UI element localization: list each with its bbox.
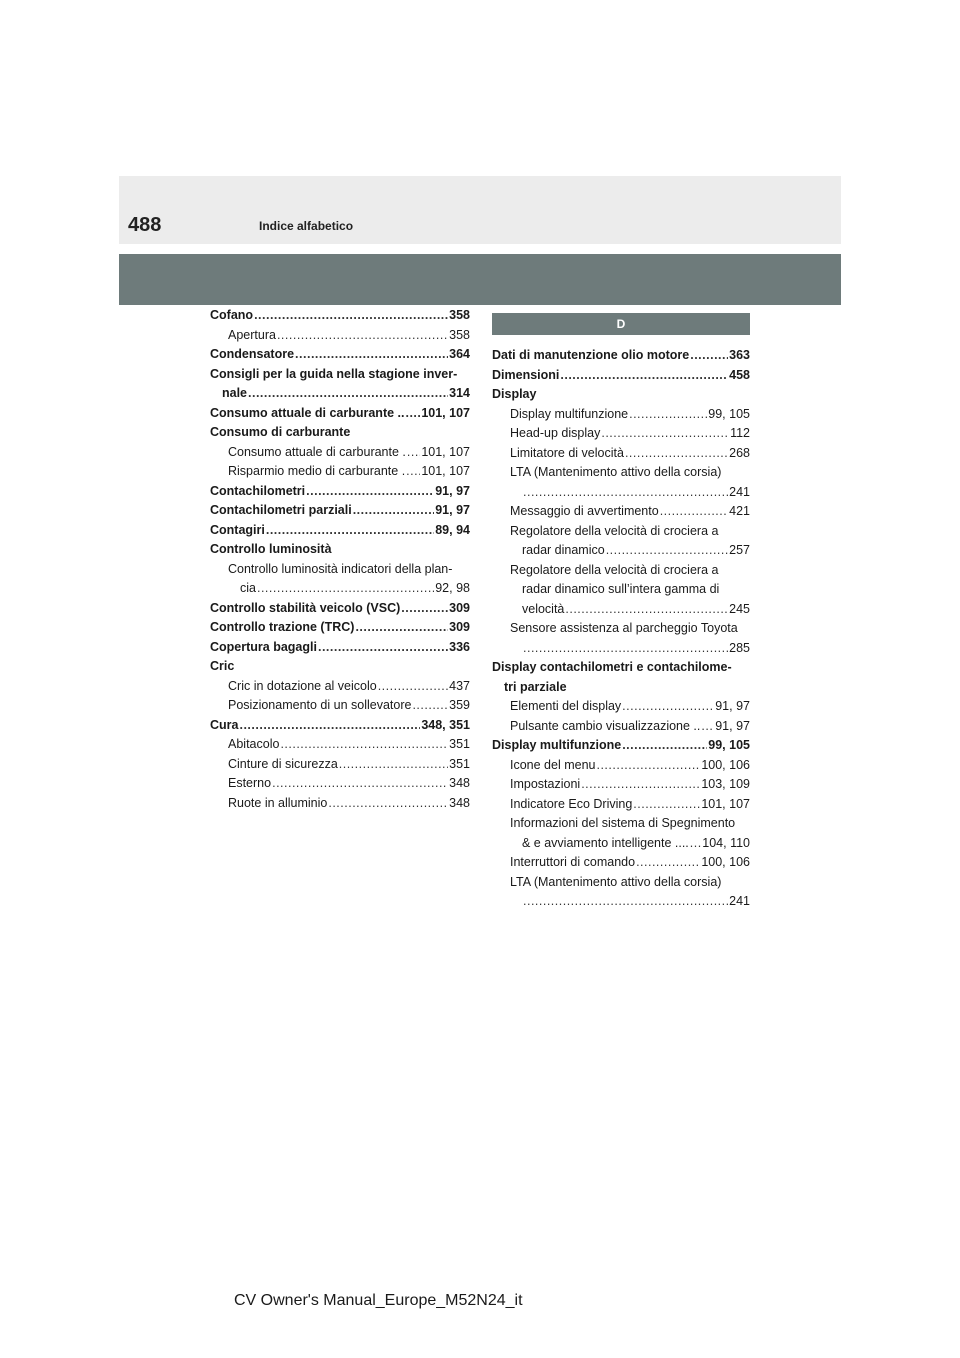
- index-entry: [210, 404, 470, 424]
- index-entry: [492, 522, 750, 542]
- index-entry-page: 285: [729, 640, 750, 655]
- index-entry-page: 91, 97: [435, 503, 470, 517]
- index-entry-term: Posizionamento di un sollevatore: [228, 698, 412, 712]
- dot-leader: [629, 405, 707, 425]
- index-entry: [492, 580, 750, 600]
- dot-leader: [622, 697, 714, 717]
- index-entry-page: 104, 110: [702, 835, 750, 850]
- index-entry-term: Controllo trazione (TRC): [210, 620, 355, 634]
- index-entry-term: Indicatore Eco Driving: [510, 796, 633, 811]
- index-entry-term: Limitatore di velocità: [510, 445, 624, 460]
- index-entry-page: 351: [449, 737, 470, 751]
- index-entry: [210, 716, 470, 736]
- index-entry: [492, 483, 750, 503]
- index-entry-page: 268: [729, 445, 750, 460]
- index-entry-page: 99, 105: [708, 406, 750, 421]
- dot-leader: [523, 639, 728, 659]
- index-entry-term: LTA (Mantenimento attivo della corsia): [510, 874, 722, 889]
- index-entry-term: Display: [492, 387, 537, 401]
- index-entry-term: cia: [240, 581, 256, 595]
- index-entry-page: 358: [449, 327, 470, 342]
- index-entry-page: 101, 107: [421, 444, 470, 459]
- index-entry-page: 245: [729, 601, 750, 616]
- header-band: [119, 254, 841, 305]
- index-entry-term: Cofano: [210, 308, 254, 322]
- index-entry-page: 91, 97: [715, 718, 750, 733]
- index-entry: [492, 756, 750, 776]
- index-entry: [492, 541, 750, 561]
- index-entry-term: Risparmio medio di carburante .: [228, 464, 406, 478]
- dot-leader: [306, 482, 434, 502]
- index-entry-term: Pulsante cambio visualizzazione ..: [510, 718, 701, 733]
- index-entry-page: 241: [729, 484, 750, 499]
- index-entry: [210, 696, 470, 716]
- index-entry: [210, 579, 470, 599]
- index-entry-term: Informazioni del sistema di Spegnimento: [510, 816, 736, 830]
- index-entry: [210, 462, 470, 482]
- index-entries-right: [492, 346, 750, 912]
- index-entry: [210, 345, 470, 365]
- dot-leader: [401, 599, 448, 619]
- dot-leader: [339, 755, 448, 775]
- index-entry: [492, 678, 750, 698]
- index-entry: [210, 365, 470, 385]
- dot-leader: [581, 775, 700, 795]
- index-entry-term: Cric in dotazione al veicolo: [228, 678, 377, 693]
- dot-leader: [660, 502, 728, 522]
- index-entry-term: Display contachilometri e contachilome-: [492, 660, 732, 674]
- index-entry: [210, 794, 470, 814]
- index-entry-term: Impostazioni: [510, 777, 581, 791]
- index-entry-term: radar dinamico sull’intera gamma di: [522, 582, 720, 596]
- index-entry-page: 257: [729, 543, 750, 557]
- index-entry-page: 241: [729, 894, 750, 908]
- index-entry: [210, 443, 470, 463]
- index-entry: [492, 814, 750, 834]
- dot-leader: [254, 306, 448, 326]
- dot-leader: [257, 579, 434, 599]
- index-entry-page: 99, 105: [708, 738, 750, 752]
- index-entry: [492, 775, 750, 795]
- index-entry-term: Icone del menu: [510, 757, 596, 772]
- index-entry-term: Contagiri: [210, 522, 265, 537]
- index-entry-term: tri parziale: [504, 679, 567, 694]
- index-entry-page: 101, 107: [421, 405, 470, 420]
- index-entry: [210, 657, 470, 677]
- index-entry-term: Condensatore: [210, 347, 295, 361]
- index-entry-term: radar dinamico: [522, 543, 605, 557]
- dot-leader: [355, 618, 448, 638]
- index-entry-term: Cura: [210, 717, 239, 732]
- index-entry: [492, 873, 750, 893]
- index-entry-term: Controllo luminosità: [210, 542, 332, 556]
- index-entry: [210, 521, 470, 541]
- index-entry-term: Esterno: [228, 776, 272, 790]
- header-top-bar: [119, 176, 841, 244]
- index-entry-page: 309: [449, 620, 470, 634]
- index-entry: [492, 619, 750, 639]
- index-entry-page: 351: [449, 756, 470, 771]
- index-entry-page: 348: [449, 795, 470, 810]
- index-entry: [492, 385, 750, 405]
- dot-leader: [701, 717, 714, 737]
- dot-leader: [636, 853, 700, 873]
- dot-leader: [353, 501, 435, 521]
- index-entry-page: 437: [449, 678, 470, 693]
- index-entry: [210, 326, 470, 346]
- index-entry: [492, 834, 750, 854]
- dot-leader: [406, 462, 420, 482]
- index-entry: [210, 540, 470, 560]
- dot-leader: [405, 404, 420, 424]
- index-entry: [492, 444, 750, 464]
- index-entry: [492, 405, 750, 425]
- index-entry-page: 314: [449, 386, 470, 400]
- index-entry-page: 92, 98: [435, 581, 470, 595]
- dot-leader: [248, 384, 448, 404]
- letter-heading-d: D: [492, 313, 750, 335]
- footer-text: CV Owner's Manual_Europe_M52N24_it: [234, 1292, 523, 1309]
- index-entry-term: Contachilometri parziali: [210, 503, 352, 517]
- index-entry: [492, 717, 750, 737]
- index-column-left: [210, 306, 470, 813]
- index-entry-term: Consumo attuale di carburante ..: [210, 405, 405, 420]
- dot-leader: [606, 541, 728, 561]
- index-entry-term: Messaggio di avvertimento: [510, 504, 659, 518]
- index-entry: [492, 697, 750, 717]
- index-entry-term: Apertura: [228, 327, 276, 342]
- dot-leader: [295, 345, 448, 365]
- index-entry-term: Controllo luminosità indicatori della plan-: [228, 561, 453, 576]
- dot-leader: [690, 834, 702, 854]
- dot-leader: [272, 774, 448, 794]
- index-entry-term: Cric: [210, 659, 235, 673]
- dot-leader: [318, 638, 448, 658]
- index-entry: [210, 618, 470, 638]
- index-entry-term: Contachilometri: [210, 483, 306, 498]
- index-entry: [492, 366, 750, 386]
- index-entry-term: Dimensioni: [492, 367, 560, 382]
- page-number: 488: [128, 214, 162, 236]
- index-entry-term: nale: [222, 386, 248, 400]
- index-entry: [210, 560, 470, 580]
- dot-leader: [277, 326, 448, 346]
- index-entry-term: Ruote in alluminio: [228, 795, 328, 810]
- index-entry-page: 336: [449, 639, 470, 654]
- index-entry-term: Dati di manutenzione olio motore: [492, 348, 690, 362]
- index-entry: [210, 501, 470, 521]
- index-entry: [210, 735, 470, 755]
- index-entry-term: Display multifunzione: [492, 738, 622, 752]
- index-entry: [210, 599, 470, 619]
- dot-leader: [565, 600, 728, 620]
- index-entry: [210, 774, 470, 794]
- index-entry: [492, 346, 750, 366]
- index-entry-page: 309: [449, 600, 470, 615]
- index-entry-term: Display multifunzione: [510, 406, 629, 421]
- index-entry-term: Regolatore della velocità di crociera a: [510, 562, 719, 577]
- index-entry-term: Head-up display: [510, 426, 601, 440]
- index-entry-page: 100, 106: [701, 855, 750, 869]
- index-entry-page: 364: [449, 347, 470, 361]
- index-entry-term: Controllo stabilità veicolo (VSC): [210, 600, 401, 615]
- index-entry: [210, 306, 470, 326]
- dot-leader: [601, 424, 729, 444]
- index-entry: [492, 639, 750, 659]
- dot-leader: [328, 794, 448, 814]
- index-entry: [492, 795, 750, 815]
- index-entry-term: Abitacolo: [228, 737, 280, 751]
- index-entry: [492, 424, 750, 444]
- index-entry-page: 363: [729, 348, 750, 362]
- dot-leader: [280, 735, 448, 755]
- index-entry-page: 421: [729, 504, 750, 518]
- index-entry-page: 112: [730, 426, 750, 440]
- index-entry-page: 91, 97: [715, 699, 750, 713]
- index-entry: [210, 423, 470, 443]
- index-entry: [210, 638, 470, 658]
- index-entry-page: 100, 106: [701, 757, 750, 772]
- index-entry-term: LTA (Mantenimento attivo della corsia): [510, 465, 722, 479]
- dot-leader: [690, 346, 728, 366]
- index-entry-page: 89, 94: [435, 522, 470, 537]
- index-entry-page: 348, 351: [421, 717, 470, 732]
- index-entry-term: Interruttori di comando: [510, 855, 636, 869]
- dot-leader: [622, 736, 707, 756]
- index-entry: [210, 482, 470, 502]
- index-entry-page: 101, 107: [701, 796, 750, 811]
- dot-leader: [407, 443, 420, 463]
- index-entry: [210, 677, 470, 697]
- dot-leader: [625, 444, 728, 464]
- index-entry-page: 348: [449, 776, 470, 790]
- index-entry-term: Consigli per la guida nella stagione inver-: [210, 366, 458, 381]
- dot-leader: [523, 892, 728, 912]
- index-entry: [492, 561, 750, 581]
- index-entry: [492, 600, 750, 620]
- index-entry: [492, 736, 750, 756]
- index-entry: [210, 755, 470, 775]
- index-entry-term: Consumo di carburante: [210, 425, 351, 439]
- index-entry: [492, 892, 750, 912]
- index-entry-page: 358: [449, 308, 470, 322]
- index-entry-page: 359: [449, 698, 470, 712]
- dot-leader: [378, 677, 448, 697]
- index-entry-page: 103, 109: [701, 777, 750, 791]
- index-entry-term: Cinture di sicurezza: [228, 756, 338, 771]
- index-entry-page: 458: [729, 367, 750, 382]
- index-entry: [492, 853, 750, 873]
- dot-leader: [523, 483, 728, 503]
- index-entry-term: Regolatore della velocità di crociera a: [510, 523, 719, 538]
- dot-leader: [412, 696, 448, 716]
- dot-leader: [266, 521, 434, 541]
- index-column-right: [492, 306, 750, 912]
- dot-leader: [596, 756, 700, 776]
- index-entry-term: Elementi del display: [510, 699, 622, 713]
- dot-leader: [633, 795, 700, 815]
- section-title: Indice alfabetico: [259, 219, 354, 233]
- index-entry: [492, 463, 750, 483]
- index-entry-page: 91, 97: [435, 483, 470, 498]
- index-entry-term: Sensore assistenza al parcheggio Toyota: [510, 621, 738, 635]
- index-entry-term: velocità: [522, 601, 565, 616]
- index-entry: [492, 658, 750, 678]
- index-entry: [210, 384, 470, 404]
- index-entry: [492, 502, 750, 522]
- index-entry-term: & e avviamento intelligente ....: [522, 835, 689, 850]
- index-entry-term: Copertura bagagli: [210, 639, 317, 654]
- dot-leader: [560, 366, 728, 386]
- index-entry-term: Consumo attuale di carburante .: [228, 444, 406, 459]
- dot-leader: [239, 716, 420, 736]
- index-entry-page: 101, 107: [421, 464, 470, 478]
